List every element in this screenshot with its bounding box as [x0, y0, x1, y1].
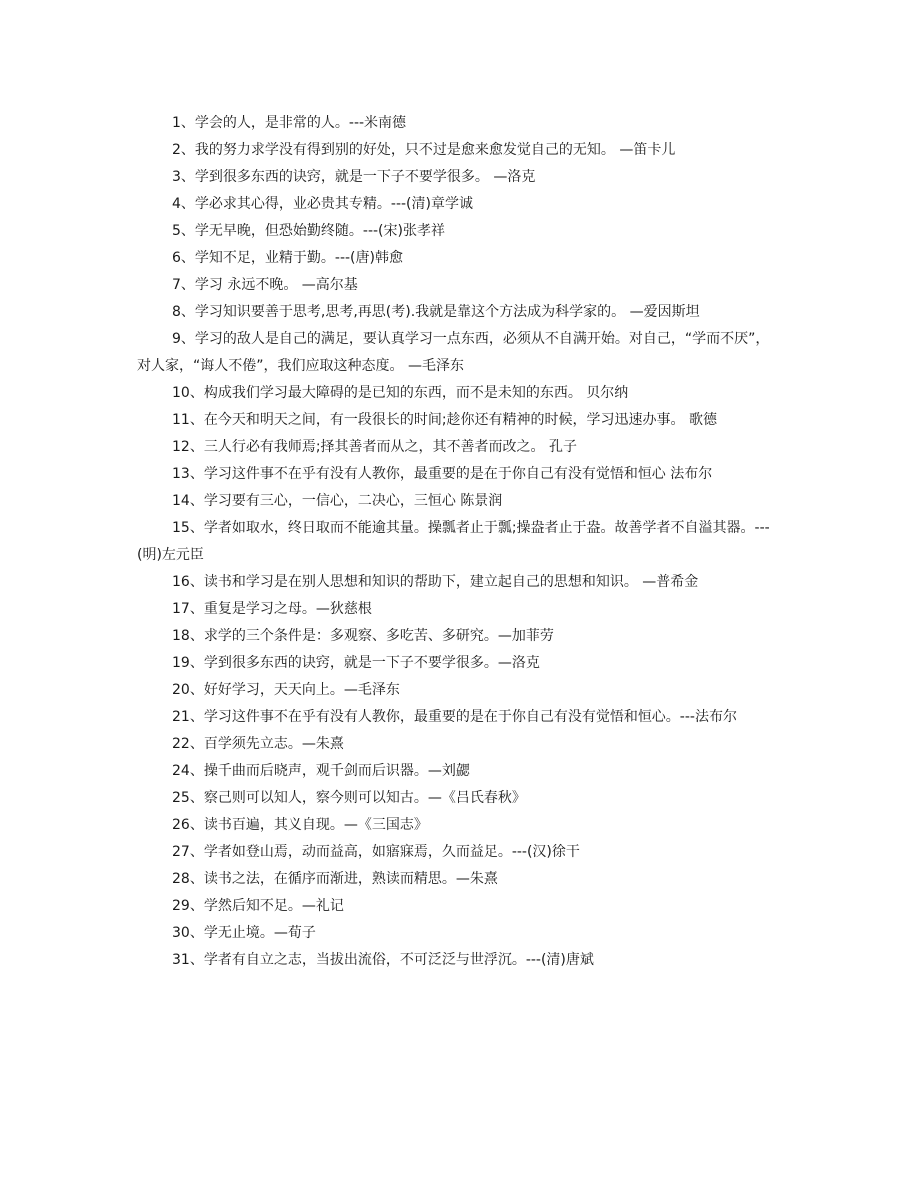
quote-item: 7、学习 永远不晚。 —高尔基 — [172, 277, 358, 293]
quote-item: 8、学习知识要善于思考,思考,再思(考).我就是靠这个方法成为科学家的。 —爱因斯坦 — [172, 304, 700, 320]
quote-item: 15、学者如取水，终日取而不能逾其量。操瓢者止于瓢;操盎者止于盎。故善学者不自溢其器。---(明)左元臣 — [137, 520, 770, 563]
quote-item: 13、学习这件事不在乎有没有人教你，最重要的是在于你自己有没有觉悟和恒心 法布尔 — [172, 466, 713, 482]
quote-item: 26、读书百遍，其义自现。—《三国志》 — [172, 817, 428, 833]
quote-item: 1、学会的人，是非常的人。---米南德 — [172, 115, 407, 131]
quote-item: 31、学者有自立之志，当拔出流俗，不可泛泛与世浮沉。---(清)唐斌 — [172, 952, 594, 968]
quote-item: 21、学习这件事不在乎有没有人教你，最重要的是在于你自己有没有觉悟和恒心。---法布尔 — [172, 709, 737, 725]
quote-item: 28、读书之法，在循序而渐进，熟读而精思。—朱熹 — [172, 871, 498, 887]
quote-item: 12、三人行必有我师焉;择其善者而从之，其不善者而改之。 孔子 — [172, 439, 577, 455]
document-body — [137, 110, 782, 974]
quote-item: 3、学到很多东西的诀窍，就是一下子不要学很多。 —洛克 — [172, 169, 536, 185]
quote-item: 18、求学的三个条件是：多观察、多吃苦、多研究。—加菲劳 — [172, 628, 554, 644]
quote-item: 9、学习的敌人是自己的满足，要认真学习一点东西，必须从不自满开始。对自己，“学而不厌”，对人家，“诲人不倦”，我们应取这种态度。 —毛泽东 — [137, 331, 770, 374]
quote-item: 4、学必求其心得，业必贵其专精。---(清)章学诚 — [172, 196, 473, 212]
quote-item: 29、学然后知不足。—礼记 — [172, 898, 344, 914]
quote-item: 25、察己则可以知人，察今则可以知古。—《吕氏春秋》 — [172, 790, 526, 806]
quote-item: 16、读书和学习是在别人思想和知识的帮助下，建立起自己的思想和知识。 —普希金 — [172, 574, 699, 590]
quote-item: 17、重复是学习之母。—狄慈根 — [172, 601, 372, 617]
quote-item: 2、我的努力求学没有得到别的好处，只不过是愈来愈发觉自己的无知。 —笛卡儿 — [172, 142, 676, 158]
quote-item: 10、构成我们学习最大障碍的是已知的东西，而不是未知的东西。 贝尔纳 — [172, 385, 629, 401]
quote-item: 14、学习要有三心，一信心，二决心，三恒心 陈景润 — [172, 493, 503, 509]
quote-item: 20、好好学习，天天向上。—毛泽东 — [172, 682, 400, 698]
quote-item: 5、学无早晚，但恐始勤终随。---(宋)张孝祥 — [172, 223, 445, 239]
quote-item: 6、学知不足，业精于勤。---(唐)韩愈 — [172, 250, 403, 266]
quote-item: 30、学无止境。—荀子 — [172, 925, 316, 941]
quote-item: 24、操千曲而后晓声，观千剑而后识器。—刘勰 — [172, 763, 470, 779]
quote-item: 27、学者如登山焉，动而益高，如寤寐焉，久而益足。---(汉)徐干 — [172, 844, 580, 860]
quote-item: 19、学到很多东西的诀窍，就是一下子不要学很多。—洛克 — [172, 655, 540, 671]
quote-item: 22、百学须先立志。—朱熹 — [172, 736, 344, 752]
quote-item: 11、在今天和明天之间，有一段很长的时间;趁你还有精神的时候，学习迅速办事。 歌德 — [172, 412, 717, 428]
